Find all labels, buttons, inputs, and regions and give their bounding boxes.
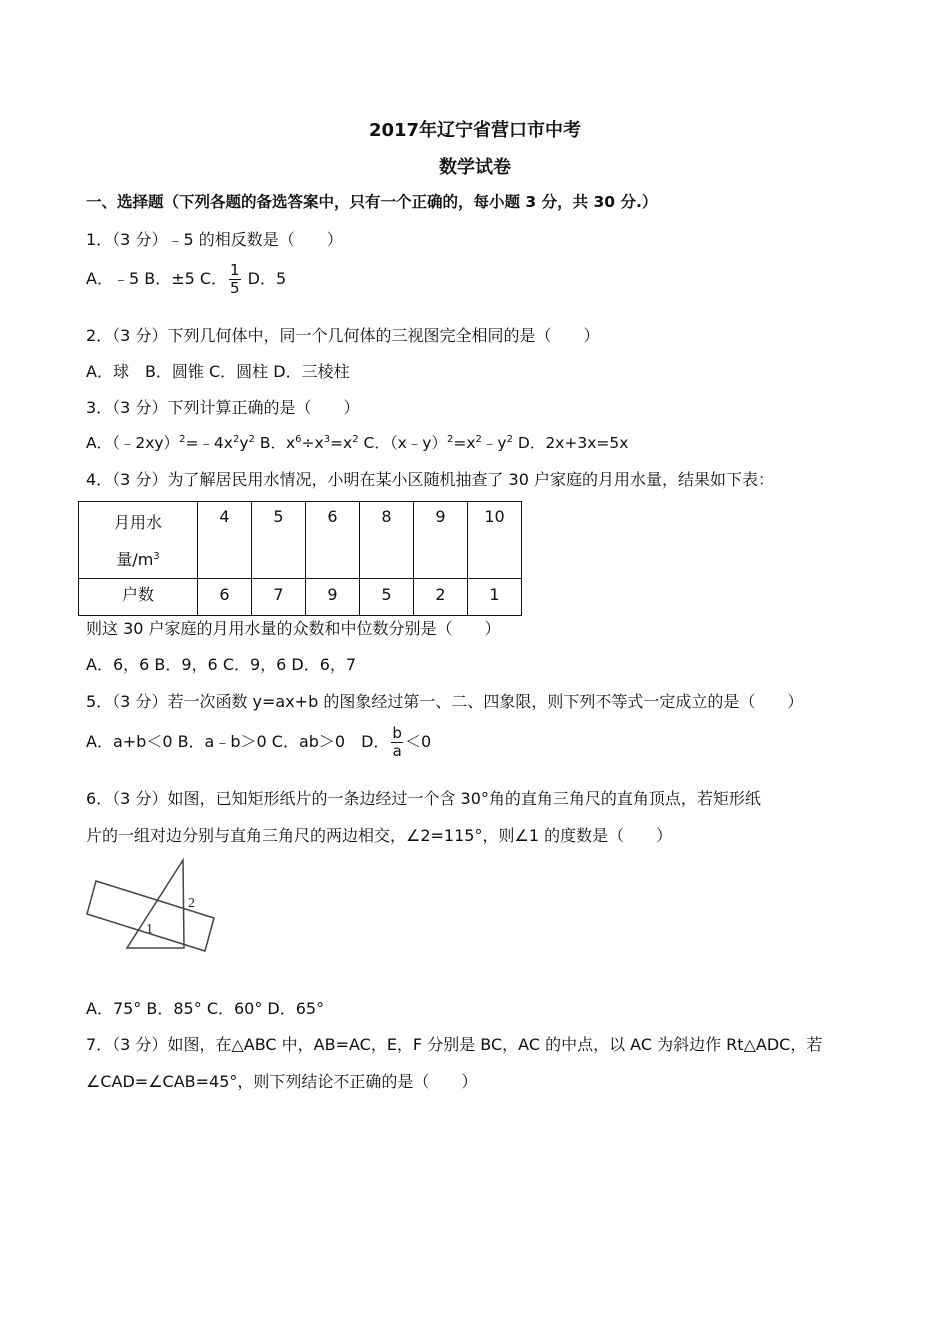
q3-opt-b-part: =x: [330, 434, 353, 452]
q3-exp: 3: [323, 434, 331, 445]
section-heading: 一、选择题（下列各题的备选答案中，只有一个正确的，每小题 3 分，共 30 分.）: [86, 193, 658, 211]
q5-options: [86, 725, 431, 760]
q3-stem: 3．（3 分）下列计算正确的是（ ）: [86, 398, 360, 417]
q1-frac-den: 5: [230, 279, 240, 297]
q5-options-abc: A．a+b＜0 B．a﹣b＞0 C．ab＞0 D．: [86, 732, 390, 751]
table-row: [79, 502, 522, 579]
q3-exp: 2: [248, 434, 255, 445]
angle-2-label: 2: [188, 896, 195, 911]
table-cell: 6: [198, 579, 252, 616]
q1-options-ab: A．﹣5 B．±5 C．: [86, 269, 228, 288]
table-cell: 8: [360, 502, 414, 579]
q1-fraction: [229, 262, 241, 297]
header-usage-exp: 3: [153, 551, 160, 562]
table-cell: 6: [306, 502, 360, 579]
q3-opt-b-part: ÷x: [301, 434, 324, 452]
q7-stem-line2: ∠CAD=∠CAB=45°，则下列结论不正确的是（ ）: [86, 1072, 478, 1091]
header-usage-line1: 月用水: [113, 513, 162, 532]
exam-subtitle: 数学试卷: [439, 157, 511, 178]
q1-stem: 1．（3 分）﹣5 的相反数是（ ）: [86, 230, 343, 249]
q1-frac-num: 1: [230, 261, 240, 279]
table-cell: 9: [414, 502, 468, 579]
q4-question: 则这 30 户家庭的月用水量的众数和中位数分别是（ ）: [86, 619, 501, 638]
q2-options: A．球 B．圆锥 C．圆柱 D．三棱柱: [86, 362, 350, 381]
q2-stem: 2．（3 分）下列几何体中，同一个几何体的三视图完全相同的是（ ）: [86, 326, 600, 345]
q3-exp: 2: [179, 434, 186, 445]
table-header-households: 户数: [79, 579, 198, 616]
q5-options-tail: ＜0: [404, 732, 432, 751]
q6-stem-line1: 6．（3 分）如图，已知矩形纸片的一条边经过一个含 30°角的直角三角尺的直角顶点，若矩形纸: [86, 789, 761, 808]
table-row: [79, 579, 522, 616]
q3-opt-c-part: C．（x﹣y）: [358, 434, 447, 452]
q3-exp: 2: [475, 434, 482, 445]
q3-exp: 2: [446, 434, 454, 445]
table-cell: 10: [468, 502, 522, 579]
table-cell: 7: [252, 579, 306, 616]
q3-opt-a-part: A．（﹣2xy）: [86, 434, 180, 452]
angle-1-label: 1: [146, 922, 153, 937]
table-cell: 9: [306, 579, 360, 616]
q3-exp: 2: [506, 434, 513, 445]
table-cell: 5: [252, 502, 306, 579]
q3-opt-d: D．2x+3x=5x: [512, 434, 629, 452]
q5-frac-num: b: [392, 724, 402, 742]
water-usage-table: [78, 501, 522, 616]
q1-options-d: D．5: [242, 269, 287, 288]
q3-opt-c-part: ﹣y: [481, 434, 507, 452]
q3-exp: 6: [295, 434, 302, 445]
q3-exp: 2: [352, 434, 359, 445]
q5-stem: 5．（3 分）若一次函数 y=ax+b 的图象经过第一、二、四象限，则下列不等式一定成立的是（ ）: [86, 692, 804, 711]
q3-exp: 2: [232, 434, 240, 445]
q3-options: [86, 431, 628, 453]
q3-opt-c-part: =x: [453, 434, 476, 452]
exam-title: 2017年辽宁省营口市中考: [368, 120, 582, 141]
q3-opt-a-part: y: [239, 434, 249, 452]
rectangle-paper: [87, 881, 214, 951]
q3-opt-a-part: =﹣4x: [185, 434, 233, 452]
table-header-usage: [79, 502, 198, 579]
q3-opt-b-part: B．x: [254, 434, 296, 452]
q7-stem-line1: 7．（3 分）如图，在△ABC 中，AB=AC，E，F 分别是 BC，AC 的中点，以 AC 为斜边作 Rt△ADC，若: [86, 1035, 823, 1054]
q6-stem-line2: 片的一组对边分别与直角三角尺的两边相交，∠2=115°，则∠1 的度数是（ ）: [86, 826, 673, 845]
q6-figure: [84, 856, 224, 958]
table-cell: 4: [198, 502, 252, 579]
table-cell: 1: [468, 579, 522, 616]
table-cell: 5: [360, 579, 414, 616]
q6-options: A．75° B．85° C．60° D．65°: [86, 999, 325, 1018]
q4-stem: 4．（3 分）为了解居民用水情况，小明在某小区随机抽查了 30 户家庭的月用水量，结果如下表：: [86, 470, 774, 489]
header-usage-line2: 量/m: [116, 550, 154, 569]
q4-options: A．6，6 B．9，6 C．9，6 D．6，7: [86, 655, 357, 674]
q5-fraction: [391, 725, 403, 760]
table-cell: 2: [414, 579, 468, 616]
q1-options: [86, 262, 286, 297]
q5-frac-den: a: [392, 742, 402, 760]
